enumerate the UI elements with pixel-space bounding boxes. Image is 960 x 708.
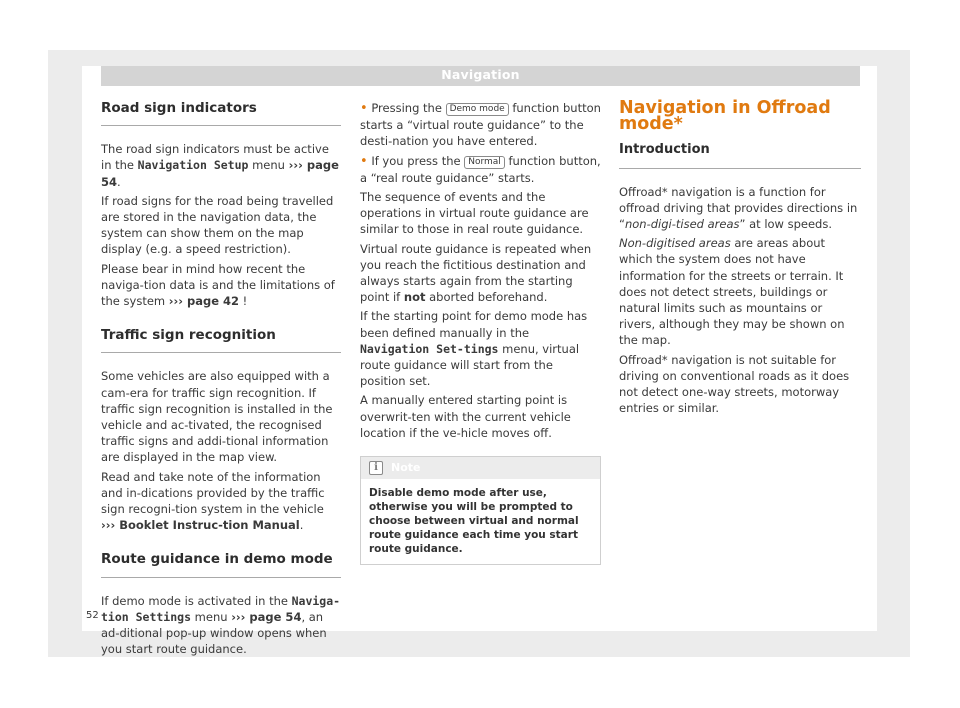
heading-introduction: Introduction bbox=[619, 142, 710, 158]
note-header bbox=[361, 457, 600, 479]
italic-term: non-digi-tised areas bbox=[624, 217, 740, 232]
note-box bbox=[360, 456, 601, 565]
heading-traffic-sign-recognition: Traffic sign recognition bbox=[101, 327, 276, 344]
demo-mode-button[interactable]: Demo mode bbox=[446, 103, 509, 116]
paragraph: The sequence of events and the operations in virtual route guidance are similar to those in real route guidance. bbox=[360, 190, 589, 237]
heading-road-sign-indicators: Road sign indicators bbox=[101, 100, 257, 116]
heading-route-guidance-demo: Route guidance in demo mode bbox=[101, 551, 333, 568]
header-title: Navigation bbox=[441, 67, 520, 82]
page-number: 52 bbox=[86, 610, 99, 621]
paragraph: If road signs for the road being travelled are stored in the navigation data, the system can show them on the map display (e.g. a speed restriction). bbox=[101, 193, 334, 257]
page-reference-link[interactable]: ››› page 54 bbox=[101, 158, 339, 189]
text: Virtual route guidance is repeated when you reach the fictitious destination and always starts again from the starting point if bbox=[360, 241, 592, 305]
italic-term: Non-digitised areas bbox=[619, 236, 731, 251]
paragraph bbox=[360, 241, 601, 306]
menu-name: Naviga-tion Settings bbox=[101, 593, 341, 624]
text: Read and take note of the information and in-dications provided by the traffic sign recogni-tion system in the vehicle bbox=[101, 469, 325, 517]
paragraph bbox=[619, 184, 861, 233]
text: , an ad-ditional pop-up window opens when you start route guidance. bbox=[101, 609, 327, 657]
text: menu bbox=[191, 609, 232, 624]
text: are areas about which the system does not have information for the streets or terrain. It does not detect streets, buildings or natural limits such as mountains or rivers, although they may be shown on the map. bbox=[619, 236, 845, 348]
text: If demo mode is activated in the bbox=[101, 593, 292, 608]
text: . bbox=[117, 174, 121, 189]
text: function button starts a “virtual route guidance” to the desti-nation you have entered. bbox=[360, 101, 601, 149]
bullet-item bbox=[360, 153, 601, 186]
booklet-reference-link[interactable]: ››› Booklet Instruc-tion Manual bbox=[101, 518, 300, 533]
bullet-icon: • bbox=[360, 101, 368, 116]
heading-rule bbox=[101, 577, 341, 578]
text: Pressing the bbox=[371, 101, 446, 115]
paragraph: Offroad* navigation is not suitable for driving on conventional roads as it does not detect one-way streets, motorway entries or similar. bbox=[619, 352, 850, 416]
paragraph bbox=[101, 593, 341, 658]
section-title: Navigation in Offroad mode* bbox=[619, 98, 831, 135]
paragraph bbox=[619, 235, 861, 348]
page-reference-link[interactable]: ››› page 42 bbox=[168, 294, 240, 309]
text: If you press the bbox=[371, 153, 465, 168]
text: The road sign indicators must be active in the bbox=[101, 142, 329, 173]
text: ” at low speeds. bbox=[739, 217, 833, 232]
note-text: Disable demo mode after use, otherwise you will be prompted to choose between virtual and normal route guidance each time you start route guidance. bbox=[369, 487, 579, 556]
normal-button[interactable]: Normal bbox=[464, 156, 505, 169]
right-column bbox=[619, 100, 861, 419]
text: ! bbox=[239, 294, 248, 309]
bullet-item bbox=[360, 100, 601, 150]
text: If the starting point for demo mode has been defined manually in the bbox=[360, 309, 588, 340]
menu-name: Navigation Set-tings bbox=[360, 341, 499, 356]
text: Offroad* navigation is a function for offroad driving that provides directions in “ bbox=[619, 184, 858, 232]
text: menu bbox=[248, 158, 289, 173]
text: function button, a “real route guidance” starts. bbox=[360, 153, 601, 185]
paragraph bbox=[101, 261, 341, 310]
heading-rule bbox=[101, 125, 341, 126]
paragraph bbox=[360, 308, 601, 389]
page-reference-link[interactable]: ››› page 54 bbox=[231, 609, 302, 624]
left-column bbox=[101, 100, 341, 660]
text: . bbox=[299, 518, 304, 533]
note-label: Note bbox=[391, 461, 421, 475]
heading-rule bbox=[101, 352, 341, 353]
paragraph bbox=[101, 141, 341, 190]
text: aborted beforehand. bbox=[425, 290, 548, 305]
middle-column bbox=[360, 100, 601, 565]
text: Please bear in mind how recent the naviga-tion data is and the limitations of the system bbox=[101, 261, 335, 309]
paragraph: Some vehicles are also equipped with a cam-era for traffic sign recognition. If traffic sign recognition is installed in the vehicle and ac-tivated, the recognised traffic signs and addi-tional information are displayed in the map view. bbox=[101, 369, 333, 465]
emphasis: not bbox=[403, 290, 426, 305]
text: menu, virtual route guidance will start from the position set. bbox=[360, 341, 580, 389]
heading-rule bbox=[619, 168, 861, 169]
paragraph: A manually entered starting point is overwrit-ten with the current vehicle location if the ve-hicle moves off. bbox=[360, 393, 571, 440]
paragraph bbox=[101, 469, 341, 534]
bullet-icon: • bbox=[360, 153, 368, 169]
menu-name: Navigation Setup bbox=[137, 158, 249, 173]
info-icon: i bbox=[369, 461, 383, 475]
